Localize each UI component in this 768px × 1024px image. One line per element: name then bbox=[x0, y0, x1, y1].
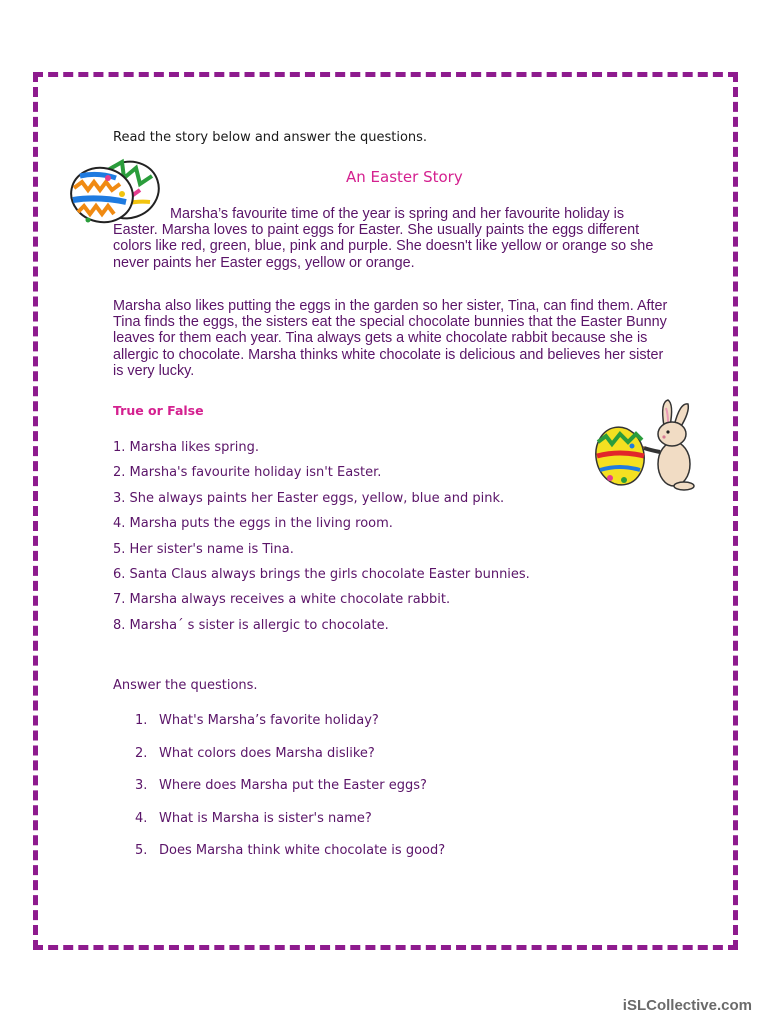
bunny bbox=[638, 400, 694, 490]
question-text: What is Marsha is sister's name? bbox=[159, 810, 372, 826]
question-text: What's Marsha’s favorite holiday? bbox=[159, 713, 379, 728]
questions-list bbox=[135, 713, 445, 876]
true-false-item: 6. Santa Claus always brings the girls chocolate Easter bunnies. bbox=[113, 566, 530, 582]
true-false-item: 3. She always paints her Easter eggs, yellow, blue and pink. bbox=[113, 490, 505, 506]
story-paragraph-1: Marsha’s favourite time of the year is spring and her favourite holiday is Easter. Marsha loves to paint eggs for Easter. She usually paints the eggs different colors like red, green, blue, pink and purple. She doesn't like yellow or orange so she never paints her Easter eggs, yellow or orange. bbox=[113, 206, 654, 271]
question-number: 3. bbox=[135, 778, 148, 794]
true-false-item: 2. Marsha's favourite holiday isn't Easter. bbox=[113, 465, 382, 481]
true-false-item: 1. Marsha likes spring. bbox=[113, 440, 259, 455]
question-number: 2. bbox=[135, 745, 148, 761]
true-false-item: 5. Her sister's name is Tina. bbox=[113, 541, 294, 557]
question-text: Where does Marsha put the Easter eggs? bbox=[159, 778, 427, 794]
question-item bbox=[135, 843, 445, 876]
question-item bbox=[135, 778, 445, 811]
true-false-item: 7. Marsha always receives a white chocolate rabbit. bbox=[113, 592, 451, 608]
true-false-item: 8. Marsha´ s sister is allergic to chocolate. bbox=[113, 617, 389, 633]
question-number: 1. bbox=[135, 713, 148, 728]
answer-questions-heading: Answer the questions. bbox=[113, 678, 258, 693]
true-false-item: 4. Marsha puts the eggs in the living room. bbox=[113, 516, 393, 532]
question-number: 4. bbox=[135, 810, 148, 826]
question-item bbox=[135, 713, 445, 746]
painted-egg bbox=[594, 423, 649, 488]
story-title: An Easter Story bbox=[346, 168, 463, 186]
true-false-list bbox=[113, 440, 530, 643]
bunny-painting-egg-icon bbox=[594, 398, 698, 492]
instructions-text: Read the story below and answer the questions. bbox=[113, 130, 428, 145]
story-paragraph-2: Marsha also likes putting the eggs in the garden so her sister, Tina, can find them. After Tina finds the eggs, the sisters eat the special chocolate bunnies that the Easter Bunny leaves for them each year. Tina always gets a white chocolate rabbit because she is allergic to chocolate. Marsha thinks white chocolate is delicious and believes her sister is very lucky. bbox=[113, 298, 668, 379]
true-false-heading: True or False bbox=[113, 403, 204, 418]
question-text: What colors does Marsha dislike? bbox=[159, 745, 375, 761]
question-item bbox=[135, 811, 445, 844]
question-number: 5. bbox=[135, 843, 148, 859]
site-watermark: iSLCollective.com bbox=[622, 997, 752, 1014]
question-text: Does Marsha think white chocolate is good? bbox=[159, 843, 446, 859]
question-item bbox=[135, 746, 445, 779]
